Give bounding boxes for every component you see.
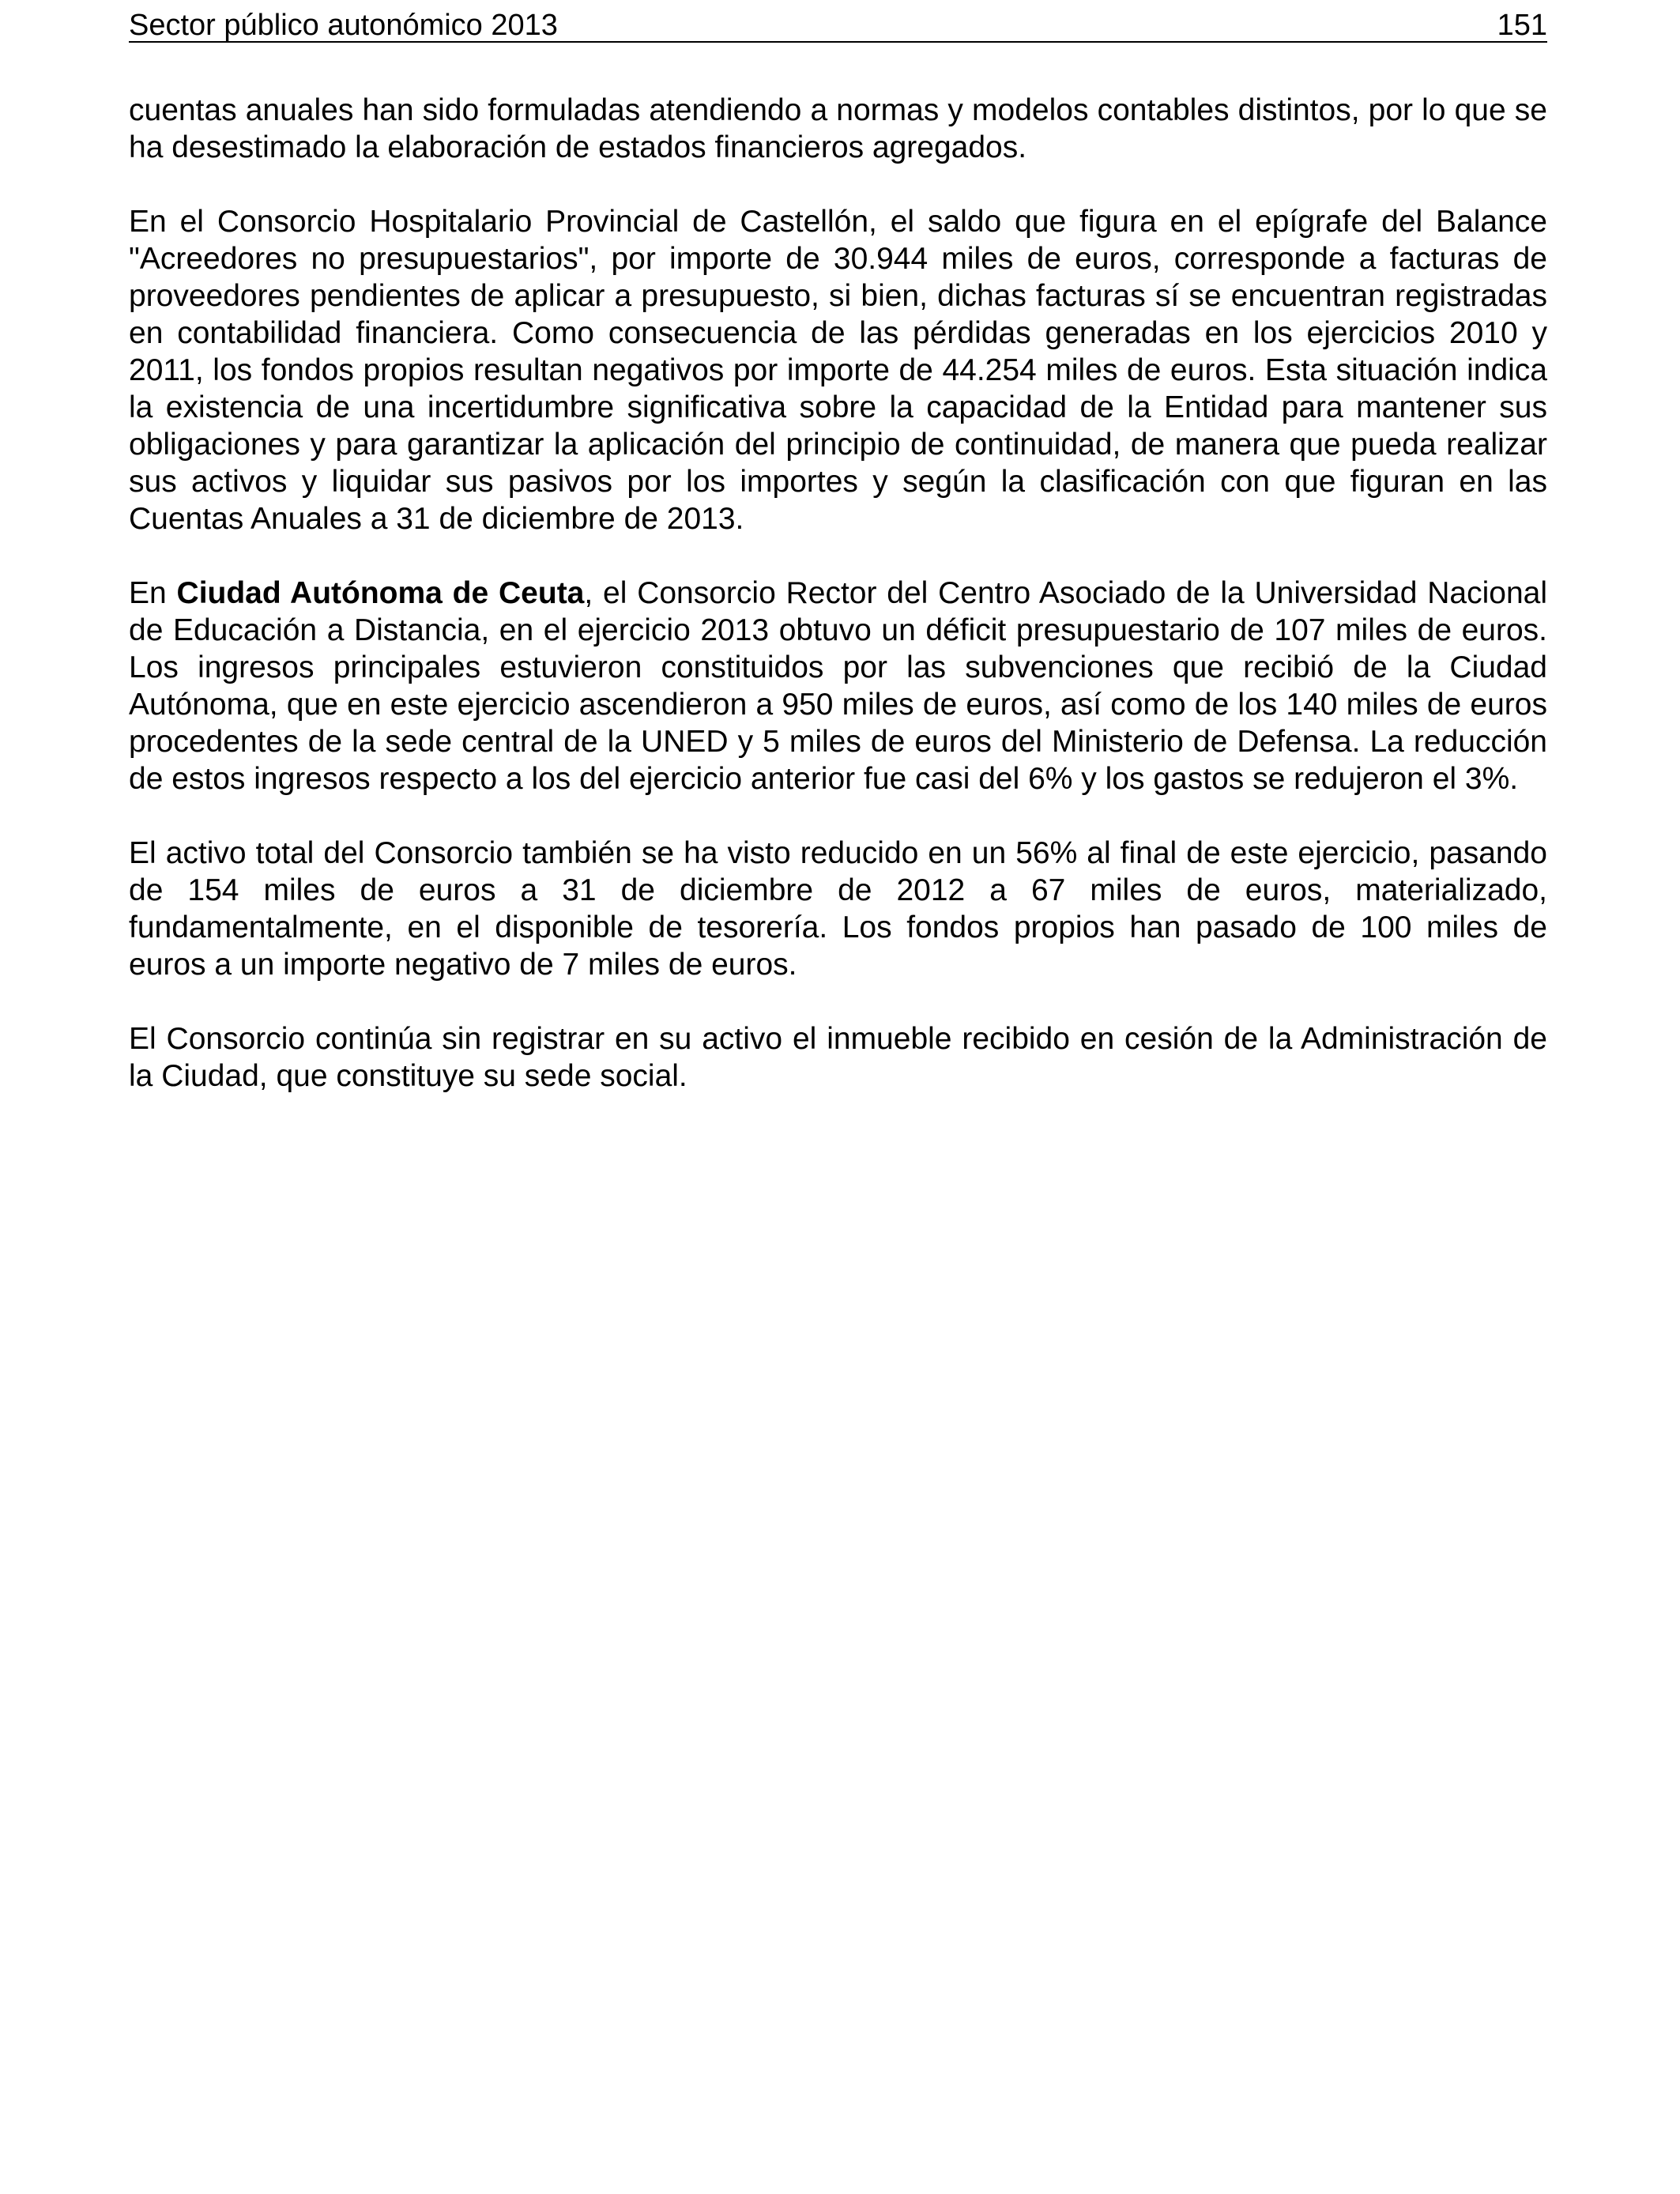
running-header xyxy=(129,6,1547,43)
body-text xyxy=(129,92,1547,1095)
paragraph-rest: , el Consorcio Rector del Centro Asociado de la Universidad Nacional de Educación a Distancia, en el ejercicio 2013 obtuvo un déficit presupuestario de 107 miles de euros. Los ingresos principales estuvieron constituidos por las subvenciones que recibió de la Ciudad Autónoma, que en este ejercicio ascendieron a 950 miles de euros, así como de los 140 miles de euros procedentes de la sede central de la UNED y 5 miles de euros del Ministerio de Defensa. La reducción de estos ingresos respecto a los del ejercicio anterior fue casi del 6% y los gastos se redujeron el 3%. xyxy=(129,576,1547,796)
paragraph-total-assets: El activo total del Consorcio también se ha visto reducido en un 56% al final de este ejercicio, pasando de 154 miles de euros a 31 de diciembre de 2012 a 67 miles de euros, materializado, fundamentalmente, en el disponible de tesorería. Los fondos propios han pasado de 100 miles de euros a un importe negativo de 7 miles de euros. xyxy=(129,836,1547,982)
paragraph-lead: En xyxy=(129,576,177,610)
page-number: 151 xyxy=(1497,9,1547,42)
ceuta-heading-bold: Ciudad Autónoma de Ceuta xyxy=(176,576,585,610)
paragraph-castellon-consortium: En el Consorcio Hospitalario Provincial de Castellón, el saldo que figura en el epígrafe del Balance "Acreedores no presupuestarios", por importe de 30.944 miles de euros, corresponde a facturas de proveedores pendientes de aplicar a presupuesto, si bien, dichas facturas sí se encuentran registradas en contabilidad financiera. Como consecuencia de las pérdidas generadas en los ejercicios 2010 y 2011, los fondos propios resultan negativos por importe de 44.254 miles de euros. Esta situación indica la existencia de una incertidumbre significativa sobre la capacidad de la Entidad para mantener sus obligaciones y para garantizar la aplicación del principio de continuidad, de manera que pueda realizar sus activos y liquidar sus pasivos por los importes y según la clasificación con que figuran en las Cuentas Anuales a 31 de diciembre de 2013. xyxy=(129,205,1547,536)
paragraph-ceuta-consortium xyxy=(129,575,1547,797)
paragraph-property-registration: El Consorcio continúa sin registrar en su activo el inmueble recibido en cesión de la Administración de la Ciudad, que constituye su sede social. xyxy=(129,1022,1547,1093)
header-title: Sector público autonómico 2013 xyxy=(129,9,558,42)
paragraph-continuation: cuentas anuales han sido formuladas atendiendo a normas y modelos contables distintos, por lo que se ha desestimado la elaboración de estados financieros agregados. xyxy=(129,93,1547,164)
document-page xyxy=(129,0,1547,1132)
